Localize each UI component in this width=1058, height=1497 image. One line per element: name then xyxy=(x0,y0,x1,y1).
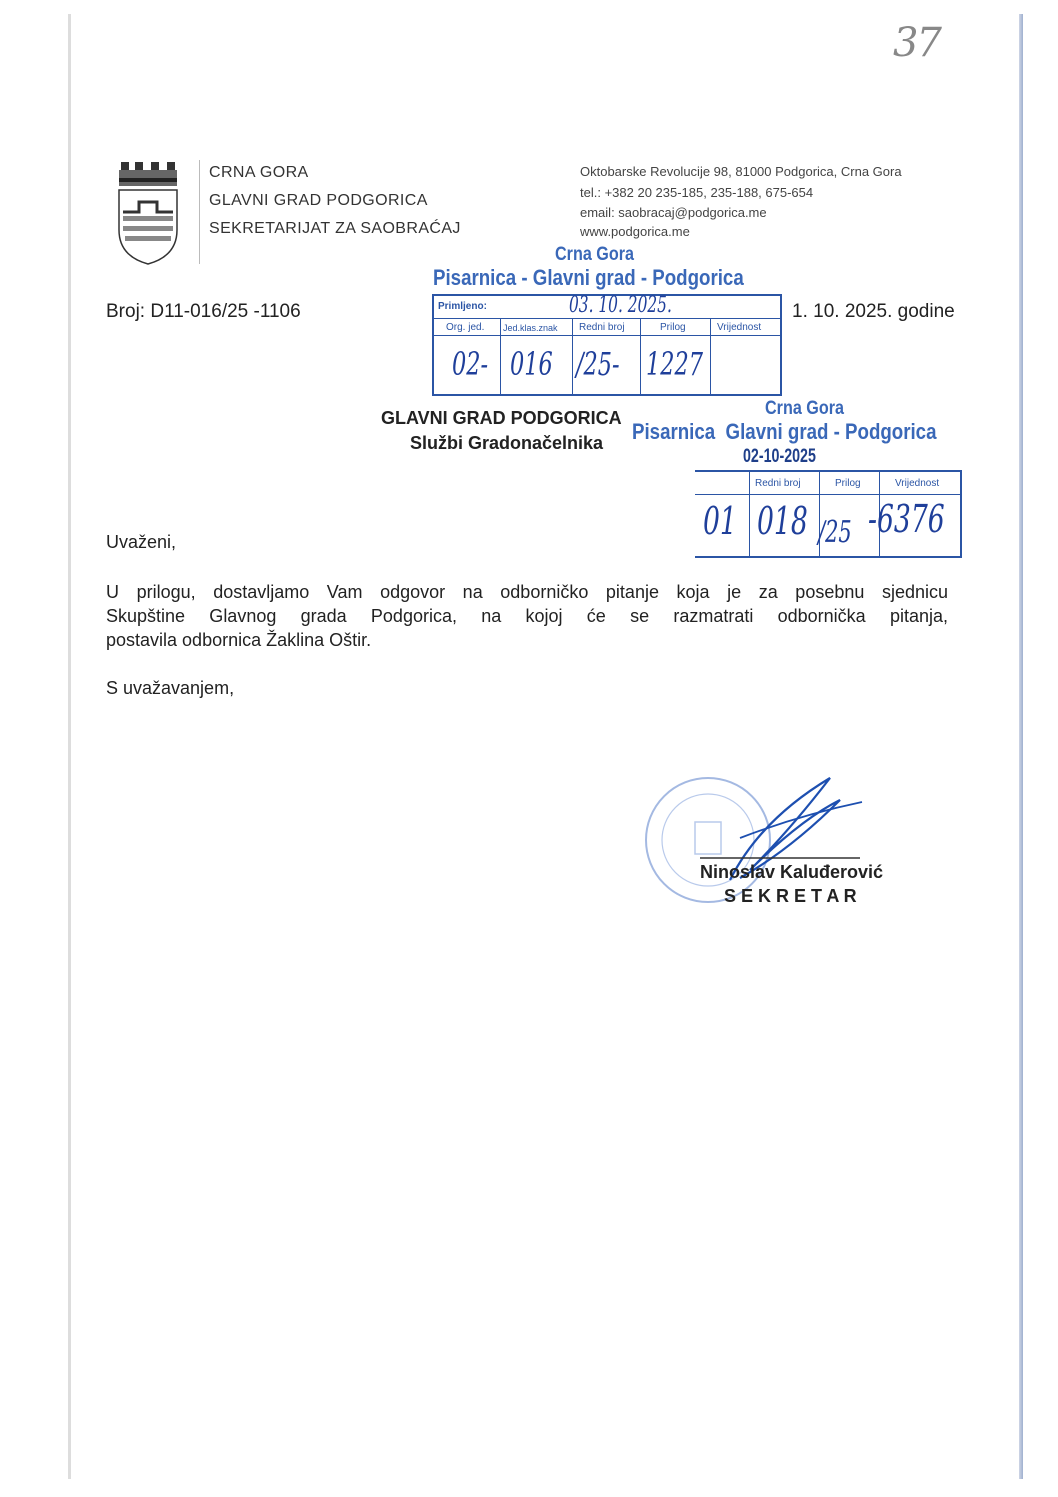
letterhead-department: SEKRETARIJAT ZA SAOBRAĆAJ xyxy=(209,220,461,237)
stamp2-header-value: Vrijednost xyxy=(895,478,940,489)
stamp1-value-attachment: 1227 xyxy=(646,345,704,383)
stamp1-country: Crna Gora xyxy=(555,244,634,265)
scan-edge-left xyxy=(68,14,71,1479)
stamp1-header-class: Jed.klas.znak xyxy=(503,323,558,333)
stamp1-header-attachment: Prilog xyxy=(660,322,686,333)
stamp1-header-value: Vrijednost xyxy=(717,322,762,333)
page-number: 37 xyxy=(893,20,940,66)
reference-number: Broj: D11-016/25 -1106 xyxy=(106,301,301,322)
stamp2-title: Pisarnica Glavni grad - Podgorica xyxy=(632,419,937,444)
document-date: 1. 10. 2025. godine xyxy=(792,301,955,322)
stamp1-header-number: Redni broj xyxy=(579,322,625,333)
letterhead-phone: tel.: +382 20 235-185, 235-188, 675-654 xyxy=(580,185,814,200)
letterhead-country: CRNA GORA xyxy=(209,164,309,181)
stamp1-box xyxy=(432,294,782,396)
stamp1-value-class: 016 xyxy=(510,345,553,383)
stamp1-header-org: Org. jed. xyxy=(446,322,485,333)
stamp2-value-org: 01 xyxy=(703,499,737,543)
stamp1-received-date: 03. 10. 2025. xyxy=(569,293,672,318)
signatory-title: S E K R E T A R xyxy=(724,886,857,906)
body-line-3: postavila odbornica Žaklina Oštir. xyxy=(106,630,372,650)
recipient-line1: GLAVNI GRAD PODGORICA xyxy=(381,408,622,428)
stamp2-date: 02-10-2025 xyxy=(743,446,816,467)
stamp1-value-number: /25- xyxy=(576,345,620,383)
stamp2-country: Crna Gora xyxy=(765,398,844,419)
letterhead-web: www.podgorica.me xyxy=(580,224,690,239)
header-divider xyxy=(199,160,200,264)
signatory-name: Ninoslav Kaluđerović xyxy=(700,862,884,882)
coat-of-arms-icon xyxy=(115,160,181,266)
closing: S uvažavanjem, xyxy=(106,678,235,698)
stamp1-title: Pisarnica - Glavni grad - Podgorica xyxy=(433,265,744,290)
stamp2-header-attachment: Prilog xyxy=(835,478,861,489)
letterhead-city: GLAVNI GRAD PODGORICA xyxy=(209,192,428,209)
recipient-line2: Službi Gradonačelnika xyxy=(410,433,604,453)
stamp2-value-class: 018 xyxy=(757,499,808,543)
stamp2-header-number: Redni broj xyxy=(755,478,801,489)
letterhead-email: email: saobracaj@podgorica.me xyxy=(580,205,767,220)
stamp1-received-label: Primljeno: xyxy=(438,301,487,312)
stamp1-value-org: 02- xyxy=(452,345,489,383)
body-line-1: U prilogu, dostavljamo Vam odgovor na odborničko pitanje koja je za posebnu sjednicu xyxy=(106,582,948,602)
body-line-2: Skupštine Glavnog grada Podgorica, na kojoj će se razmatrati odbornička pitanja, xyxy=(106,606,948,626)
letterhead-address: Oktobarske Revolucije 98, 81000 Podgorica, Crna Gora xyxy=(580,164,902,179)
salutation: Uvaženi, xyxy=(106,532,177,552)
scan-edge-right xyxy=(1019,14,1023,1479)
stamp2-value-number: -6376 xyxy=(868,497,945,541)
stamp2-value-year: /25 xyxy=(818,515,852,550)
